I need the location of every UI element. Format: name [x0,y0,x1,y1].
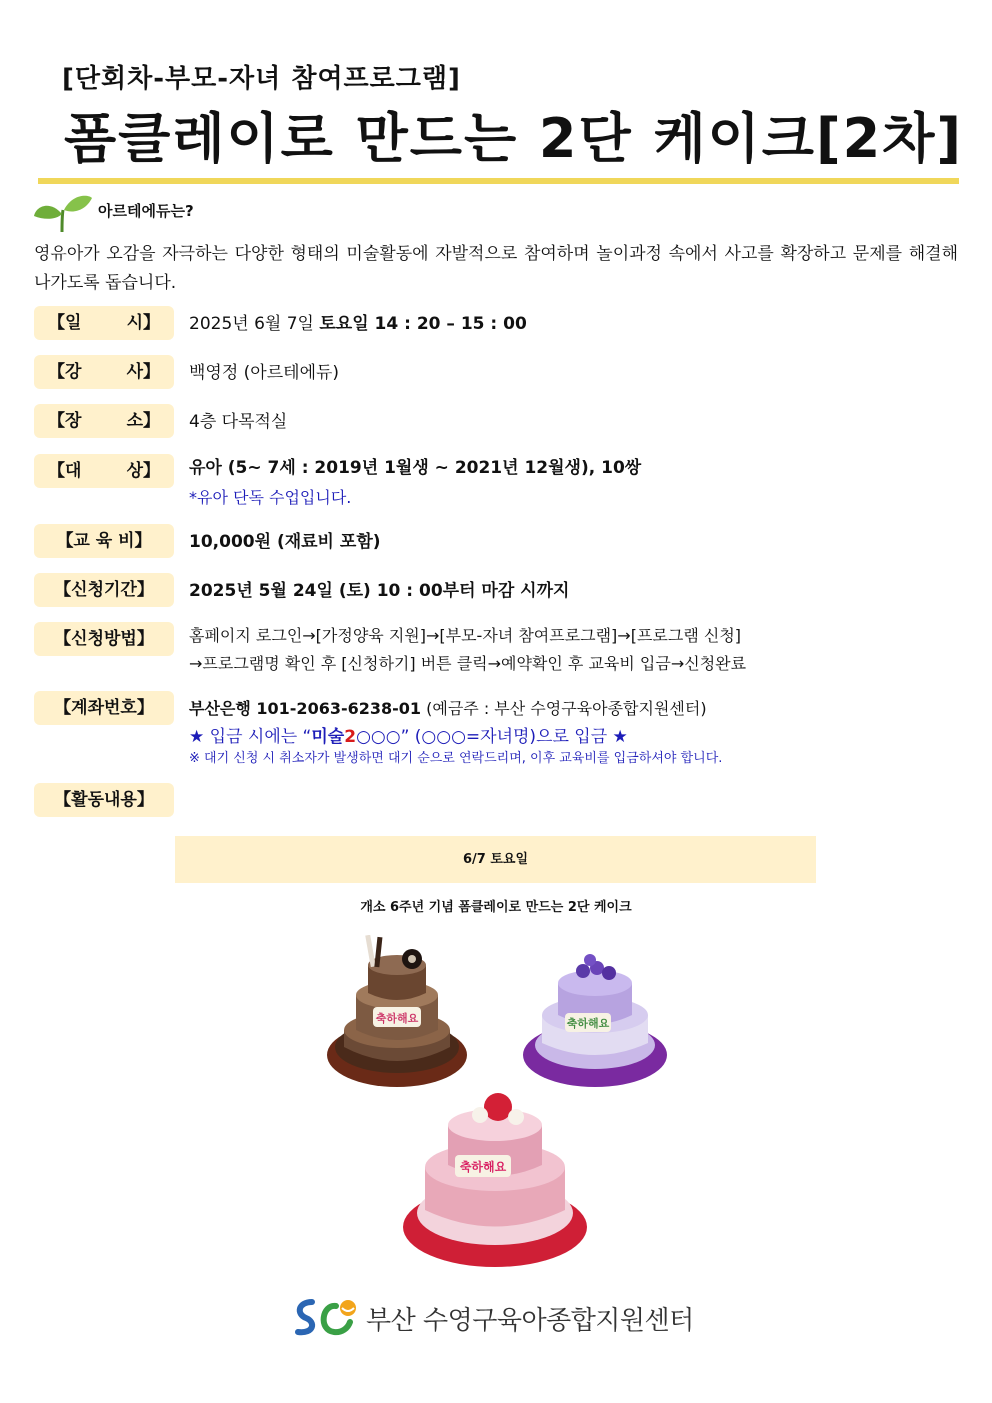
fee-value: 10,000원 (재료비 포함) [189,532,381,552]
pink-cake-image [403,1093,587,1267]
title-underline [38,178,959,184]
label-schedule: 【일 시】 [34,306,174,340]
label-target: 【대 상】 [34,454,174,488]
method-line2: →프로그램명 확인 후 [신청하기] 버튼 클릭→예약확인 후 교육비 입금→신청완료 [189,654,747,673]
target-note: *유아 단독 수업입니다. [189,488,352,507]
center-logo-icon [290,1296,360,1340]
program-title: 폼클레이로 만드는 2단 케이크[2차] [64,107,964,170]
intro-text: 영유아가 오감을 자극하는 다양한 형태의 미술활동에 자발적으로 참여하며 놀이과정 속에서 사고를 확장하고 문제를 해결해 나가도록 돕습니다. [34,244,958,293]
cake-sign-2: 축하해요 [566,1017,610,1030]
deposit-instruction: ★ 입금 시에는 “미술2○○○” (○○○=자녀명)으로 입금 ★ [189,727,628,747]
label-activity: 【활동내용】 [34,783,174,817]
instructor-value: 백영정 (아르테에듀) [189,363,340,383]
footer [290,1296,694,1340]
period-value: 2025년 5월 24일 (토) 10 : 00부터 마감 시까지 [189,581,570,601]
label-place: 【장 소】 [34,404,174,438]
label-instructor: 【강 사】 [34,355,174,389]
target-value: 유아 (5~ 7세 : 2019년 1월생 ~ 2021년 12월생), 10쌍 [189,458,642,478]
purple-cake-image [523,954,667,1087]
intro-heading: 아르테에듀는? [98,202,194,220]
sprout-icon [32,192,94,234]
method-line1: 홈페이지 로그인→[가정양육 지원]→[부모-자녀 참여프로그램]→[프로그램 신청] [189,626,742,645]
waitlist-note: ※ 대기 신청 시 취소자가 발생하면 대기 순으로 연락드리며, 이후 교육비를 입금하셔야 합니다. [189,751,723,766]
label-method: 【신청방법】 [34,622,174,656]
activity-title: 개소 6주년 기념 폼클레이로 만드는 2단 케이크 [360,900,632,915]
cake-sign-1: 축하해요 [375,1012,419,1025]
chocolate-cake-image [327,935,467,1087]
center-name: 부산 수영구육아종합지원센터 [366,1305,694,1336]
account-value: 부산은행 101-2063-6238-01 (예금주 : 부산 수영구육아종합지원센터) [189,699,707,718]
cake-sign-3: 축하해요 [459,1160,507,1174]
label-fee: 【교 육 비】 [34,524,174,558]
program-subtitle: [단회차-부모-자녀 참여프로그램] [62,64,461,94]
label-period: 【신청기간】 [34,573,174,607]
label-account: 【계좌번호】 [34,691,174,725]
cake-photos [320,935,672,1280]
schedule-value: 2025년 6월 7일 토요일 14 : 20 – 15 : 00 [189,314,527,334]
activity-day: 6/7 토요일 [175,836,816,883]
place-value: 4층 다목적실 [189,412,288,432]
